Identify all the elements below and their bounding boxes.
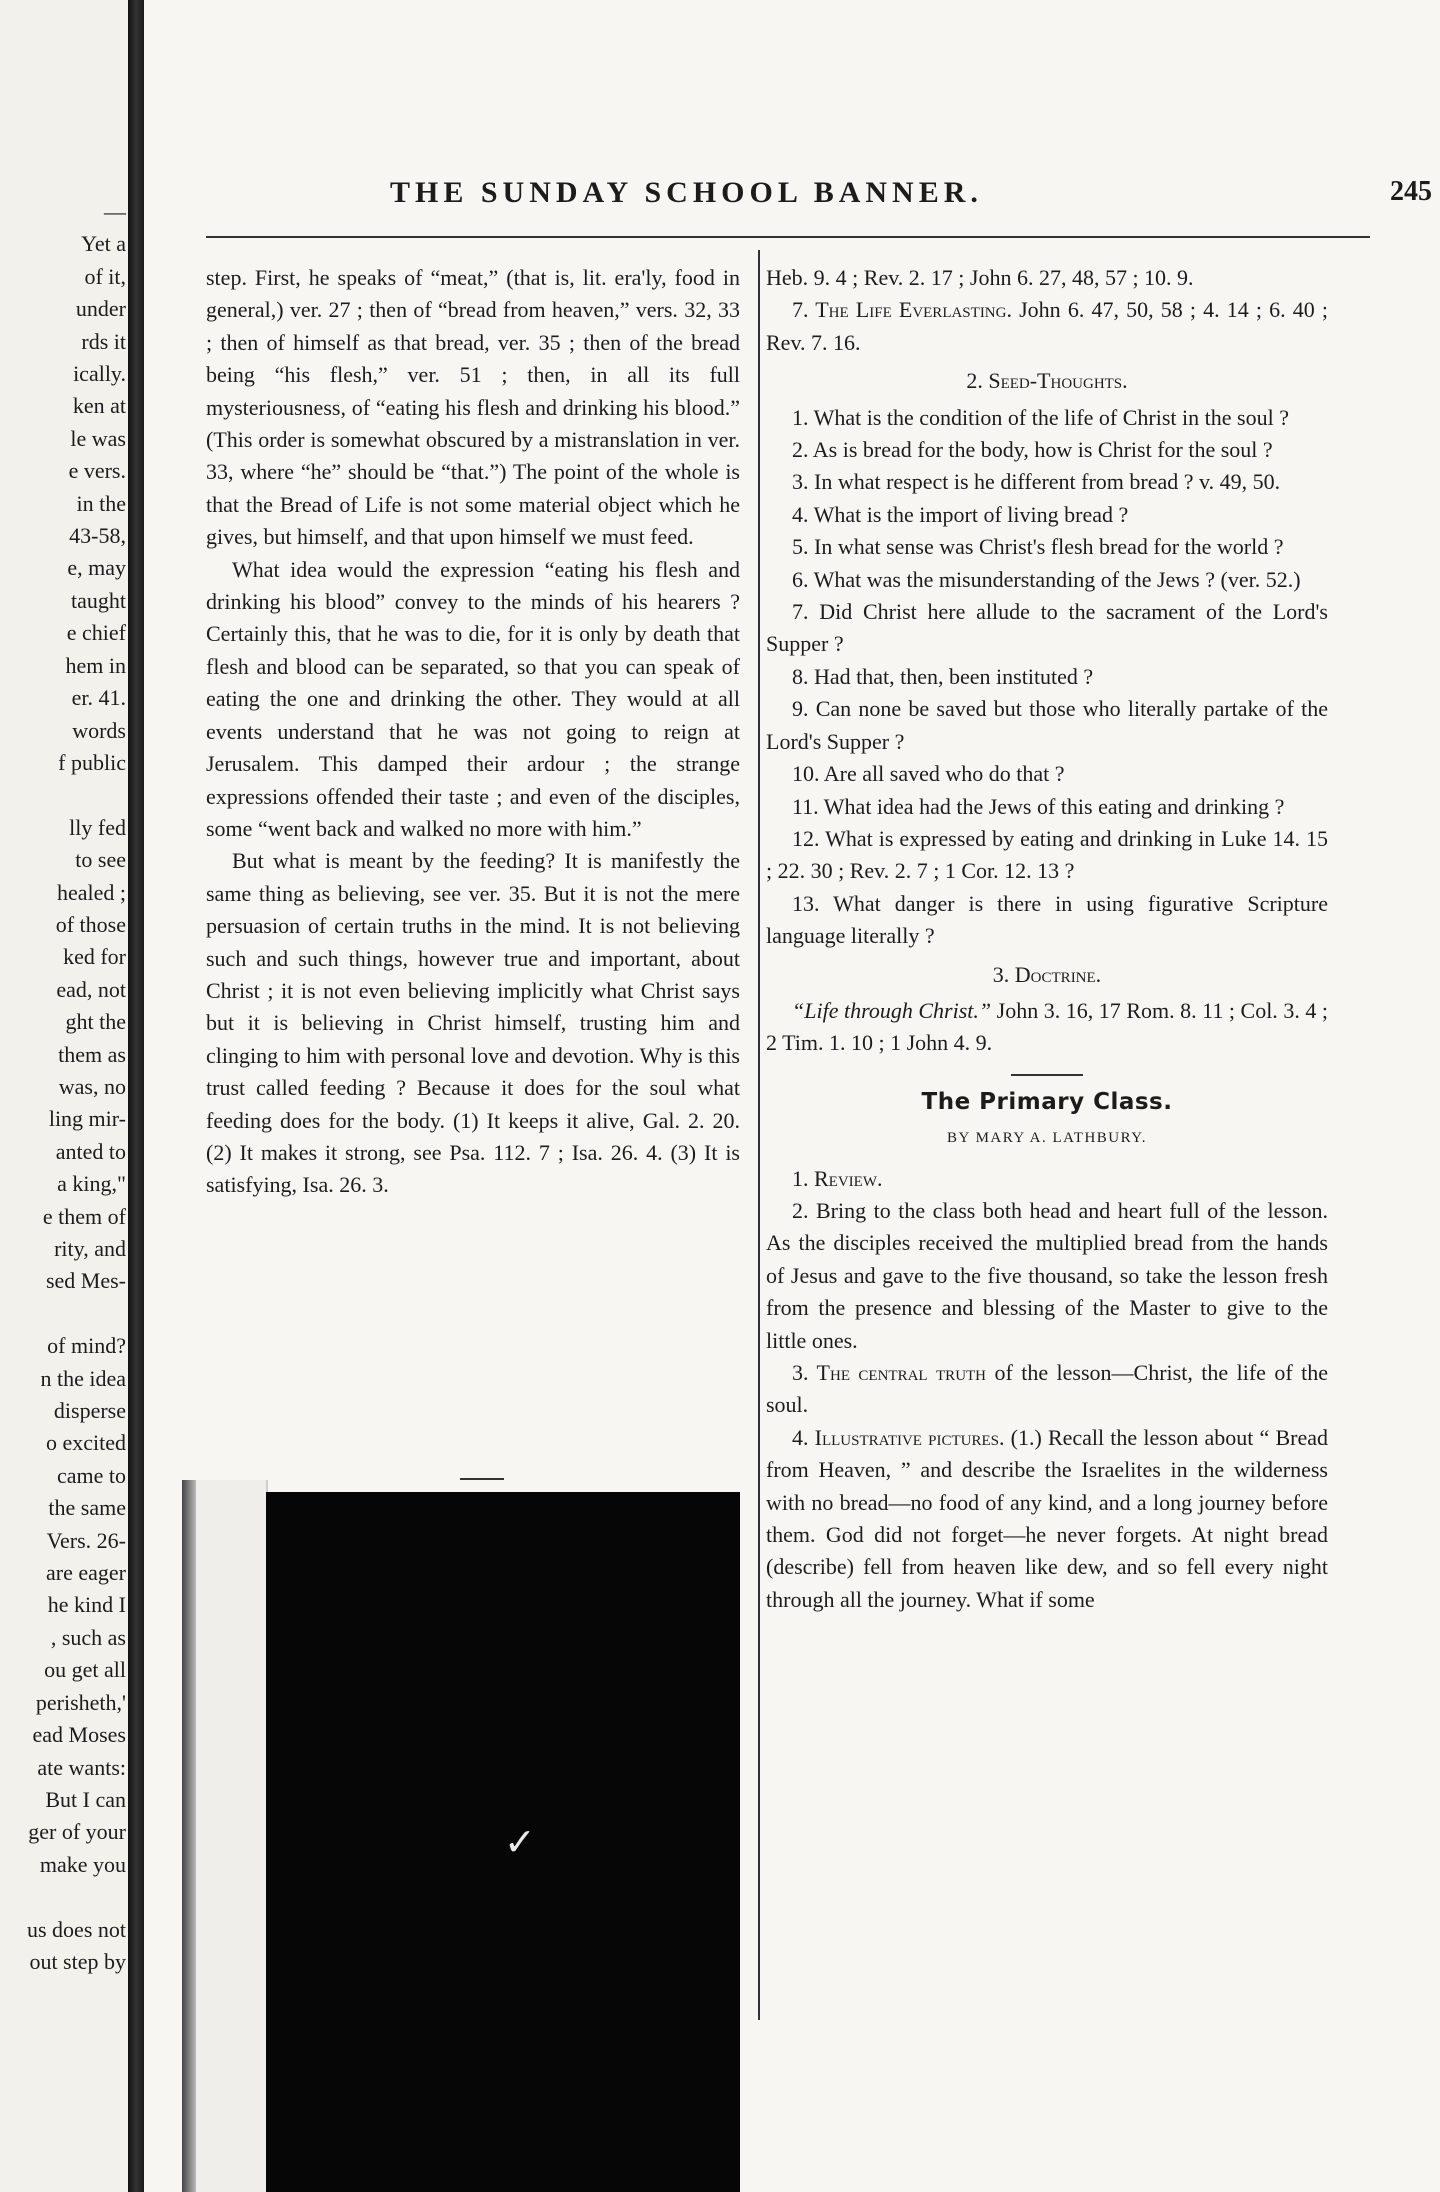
facing-page-line: f public (58, 749, 126, 775)
paragraph: step. First, he speaks of “meat,” (that is, lit. era'ly, food in general,) ver. 27 ; then of “bread from heaven,” vers. 32, 33 ; then of himself as that bread, ver. 35 ; then of the bread being “his flesh,” ver. 51 ; then, in all its full mysteriousness, of “eating his flesh and drinking his blood.” (This order is somewhat obscured by a mistranslation in ver. 33, where “he” should be “that.”) The point of the whole is that the Bread of Life is not some material object which he gives, but himself, and that upon himself we must feed. (206, 265, 740, 550)
facing-page-line: of it, (84, 263, 126, 289)
facing-page-line: lly fed (69, 814, 126, 840)
question-item: 9. Can none be saved but those who literally partake of the Lord's Supper ? (766, 696, 1328, 754)
facing-page-line: taught (71, 587, 126, 613)
column-end-rule (460, 1478, 504, 1480)
facing-page-line: e, may (67, 555, 126, 581)
facing-page-line: anted to (55, 1138, 126, 1164)
list-item: 2. Bring to the class both head and heart full of the lesson. As the disciples received the multiplied bread from the hands of Jesus and gave to the five thousand, so take the lesson fresh from the presence and blessing of the Master to give to the little ones. (766, 1197, 1328, 1353)
item-text: John 6. 47, 50, 58 ; 4. 14 ; 6. 40 ; Rev. 7. 16. (766, 297, 1328, 355)
facing-page-line: n the idea (40, 1365, 126, 1391)
item-text: of the lesson—Christ, the life of the soul. (766, 1360, 1329, 1418)
facing-page-line: in the (76, 490, 126, 516)
facing-page-line: — (104, 199, 126, 224)
item-text: (1.) Recall the lesson about “ Bread from Heaven, ” and describe the Israelites in the wilderness with no bread—no food of any kind, and a long journey before them. God did not forget—he never forgets. At night bread (describe) fell from heaven like dew, and so fell every night through all the journey. What if some (766, 1424, 1328, 1612)
facing-page-line: le was (70, 425, 126, 451)
photo-strip (182, 1480, 268, 2192)
facing-page-line: But I can (45, 1786, 126, 1812)
section-rule (1011, 1074, 1083, 1076)
doctrine-refs: John 3. 16, 17 Rom. 8. 11 ; Col. 3. 4 ; 2 Tim. 1. 10 ; 1 John 4. 9. (766, 997, 1329, 1056)
byline: BY MARY A. LATHBURY. (947, 1130, 1147, 1147)
question-item: 5. In what sense was Christ's flesh bread for the world ? (792, 534, 1284, 560)
facing-page-line: words (72, 717, 126, 743)
list-item: 1. Review. (792, 1165, 883, 1191)
question-item: 4. What is the import of living bread ? (792, 501, 1129, 527)
facing-page-line: under (75, 296, 126, 322)
page-header (144, 176, 1440, 216)
facing-page-line: us does not (27, 1916, 126, 1942)
right-column (766, 262, 1328, 1616)
primary-class-title: The Primary Class. (921, 1088, 1173, 1115)
facing-page-text (0, 0, 126, 1978)
facing-page-line: Yet a (81, 231, 126, 257)
facing-page-line (0, 779, 126, 811)
facing-page-line: o excited (45, 1430, 126, 1456)
question-item: 1. What is the condition of the life of Christ in the soul ? (792, 404, 1289, 430)
facing-page-line: ically. (73, 361, 126, 387)
facing-page-line (0, 1298, 126, 1330)
facing-page-line: was, no (58, 1073, 126, 1099)
item-label: 7. The Life Everlasting. (792, 297, 1012, 323)
facing-page-line: ght the (65, 1009, 126, 1035)
question-item: 3. In what respect is he different from bread ? v. 49, 50. (792, 469, 1281, 495)
doctrine-text (766, 995, 1328, 1060)
facing-page-line: are eager (46, 1560, 126, 1586)
facing-page-line: ked for (63, 944, 126, 970)
black-photo-region (266, 1492, 740, 2192)
facing-page-line: make you (39, 1851, 126, 1877)
facing-page-line: healed ; (56, 879, 126, 905)
facing-page-line: ling mir- (48, 1106, 126, 1132)
section-heading: 3. Doctrine. (992, 961, 1102, 987)
section-heading: 2. Seed-Thoughts. (966, 368, 1128, 394)
facing-page-line: out step by (29, 1948, 126, 1974)
facing-page-line: of mind? (47, 1333, 126, 1359)
facing-page-line: ate wants: (37, 1754, 126, 1780)
running-title: THE SUNDAY SCHOOL BANNER. (390, 176, 983, 209)
question-item: 6. What was the misunderstanding of the Jews ? (ver. 52.) (792, 566, 1301, 592)
question-item: 2. As is bread for the body, how is Christ for the soul ? (792, 437, 1273, 463)
header-rule (206, 236, 1370, 238)
facing-page-line: e vers. (68, 458, 126, 484)
list-item (766, 294, 1328, 359)
facing-page-fragment (0, 0, 128, 2192)
facing-page-line: ead, not (56, 976, 126, 1002)
facing-page-line: rity, and (54, 1236, 126, 1261)
list-item (766, 1422, 1328, 1616)
facing-page-line: e chief (66, 620, 126, 646)
facing-page-line: a king," (57, 1171, 126, 1197)
facing-page-line: sed Mes- (45, 1268, 126, 1294)
item-label: 3. The central truth (792, 1360, 987, 1385)
facing-page-line (0, 1881, 126, 1913)
list-item (766, 1357, 1328, 1422)
facing-page-line: rds it (81, 328, 126, 354)
facing-page-line: to see (75, 847, 126, 873)
facing-page-line: ger of your (28, 1819, 126, 1845)
doctrine-quote: “Life through Christ.” (792, 997, 992, 1023)
question-item: 12. What is expressed by eating and drinking in Luke 14. 15 ; 22. 30 ; Rev. 2. 7 ; 1 Cor. 12. 13 ? (766, 825, 1328, 884)
facing-page-line: them as (58, 1041, 126, 1067)
page (144, 0, 1440, 2192)
question-item: 8. Had that, then, been instituted ? (792, 663, 1094, 689)
references: Heb. 9. 4 ; Rev. 2. 17 ; John 6. 27, 48, 57 ; 10. 9. (766, 265, 1194, 290)
page-number: 245 (1390, 176, 1432, 207)
photo-mark: ✓ (504, 1822, 536, 1864)
questions-list (766, 402, 1328, 953)
paragraph: But what is meant by the feeding? It is manifestly the same thing as believing, see ver. 35. But it is not the mere persuasion of certain truths in the mind. It is not believing such and such things, however true and important, about Christ ; it is not even believing implicitly what Christ says but it is believing in Christ himself, trusting him and clinging to him with personal love and devotion. Why is this trust called feeding ? Because it does for the soul what feeding does for the body. (1) It keeps it alive, Gal. 2. 20. (2) It makes it strong, see Psa. 112. 7 ; Isa. 26. 4. (3) It is satisfying, Isa. 26. 3. (206, 848, 740, 1198)
question-item: 7. Did Christ here allude to the sacrament of the Lord's Supper ? (766, 599, 1328, 657)
facing-page-line: ken at (72, 393, 126, 419)
facing-page-line: Vers. 26- (46, 1527, 126, 1553)
facing-page-line: , such as (50, 1624, 126, 1650)
facing-page-line: ead Moses (32, 1722, 126, 1748)
left-column (206, 262, 740, 1202)
facing-page-line: e them of (42, 1203, 126, 1229)
facing-page-line: disperse (53, 1398, 126, 1424)
paragraph: What idea would the expression “eating his flesh and drinking his blood” convey to the minds of his hearers ? Certainly this, that he was to die, for it is only by death that flesh and blood can be separated, so that you can speak of eating the one and drinking the other. They would at all events understand that he was not going to reign at Jerusalem. This damped their ardour ; the strange expressions offended their taste ; and even of the disciples, some “went back and walked no more with him.” (206, 556, 740, 841)
facing-page-line: er. 41. (71, 685, 126, 711)
facing-page-line: he kind I (47, 1592, 126, 1618)
column-divider (758, 250, 760, 2020)
question-item: 10. Are all saved who do that ? (792, 761, 1065, 787)
facing-page-line: the same (48, 1495, 126, 1521)
facing-page-line: came to (56, 1462, 126, 1488)
book-gutter (128, 0, 144, 2192)
facing-page-line: ou get all (44, 1657, 126, 1683)
facing-page-line: hem in (65, 652, 126, 678)
question-item: 11. What idea had the Jews of this eating and drinking ? (792, 793, 1285, 819)
item-label: 4. Illustrative pictures. (792, 1424, 1005, 1450)
facing-page-line: perisheth,' (35, 1689, 126, 1715)
facing-page-line: 43-58, (69, 523, 126, 549)
question-item: 13. What danger is there in using figurative Scripture language literally ? (766, 890, 1328, 949)
facing-page-line: of those (55, 911, 126, 937)
